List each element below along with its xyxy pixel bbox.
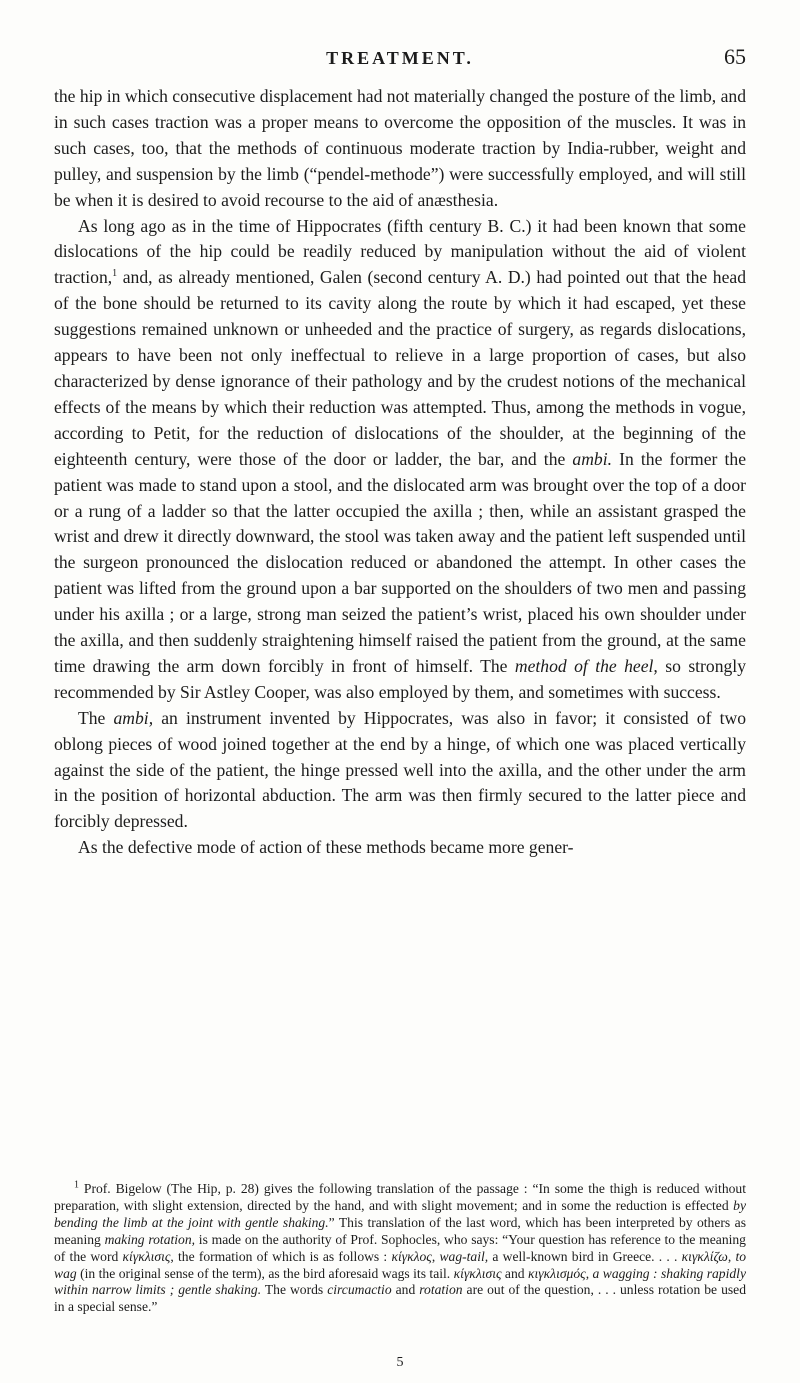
footnote-text: ” This translation of the last word, which has been interpreted by others as meaning	[54, 1214, 746, 1247]
footnote-text: (in the original sense of the term), as the bird aforesaid wags its tail.	[76, 1265, 454, 1281]
footnote-text: are out of the question, . . . unless rotation be used in a special sense.”	[54, 1282, 746, 1315]
signature-mark: 5	[396, 1355, 404, 1370]
footnote-greek: κίγκλισις	[122, 1248, 171, 1264]
footnote-text: ,	[431, 1248, 440, 1264]
footnote-italic: wag-tail,	[439, 1248, 489, 1264]
paragraph-1	[54, 84, 746, 214]
footnote-text: is made on the authority of Prof. Sophocles, who says: “Your question has reference to the meaning of the word	[54, 1231, 746, 1264]
paragraph-3-text-a: The	[78, 707, 114, 728]
paragraph-2	[54, 214, 746, 706]
footnote-marker: 1	[74, 1179, 79, 1191]
footnote-text: ,	[727, 1248, 736, 1264]
footnote-italic: making rotation,	[104, 1231, 196, 1247]
footnote-text: The words	[261, 1282, 328, 1298]
paragraph-4-text: As the defective mode of action of these methods became more gener-	[78, 837, 574, 858]
page-number: 65	[724, 44, 746, 69]
running-title: TREATMENT.	[326, 48, 474, 68]
method-of-heel-term: method of the heel,	[514, 655, 658, 676]
footnotes	[54, 1181, 746, 1316]
paragraph-4	[54, 835, 746, 861]
ambi-term-2: ambi,	[113, 707, 154, 728]
footnote-text: , the formation of which is as follows :	[170, 1248, 392, 1264]
running-head	[54, 44, 746, 72]
paragraph-1-text: the hip in which consecutive displacement had not materially changed the posture of the limb, and in such cases traction was a proper means to overcome the opposition of the muscles. It was in such cases, too, that the methods of continuous moderate traction by India-rubber, weight and pulley, and suspension by the limb (“pendel-methode”) were successfully employed, and will still be when it is desired to avoid recourse to the aid of anæsthesia.	[54, 86, 746, 210]
footnote-italic: to wag	[54, 1248, 747, 1281]
footnote-reference: 1	[112, 268, 118, 280]
footnote-text: Prof. Bigelow (The Hip, p. 28) gives the following translation of the passage : “In some the thigh is reduced without preparation, with slight extension, directed by the hand, and with slight movement; and in some the reduction is effected	[54, 1181, 746, 1213]
footnote-text: ,	[585, 1265, 593, 1281]
footnote-italic: circumactio	[327, 1282, 392, 1298]
footnote-1	[54, 1181, 746, 1316]
paragraph-2-text-b: and, as already mentioned, Galen (second century A. D.) had pointed out that the head of the bone should be returned to its cavity along the route by which it had escaped, yet these suggestions remained unknown or unheeded and the practice of surgery, as regards dislocations, appears to have been not only ineffectual to relieve in a large proportion of cases, but also characterized by dense ignorance of their pathology and by the crudest notions of the mechanical effects of the means by which their reduction was attempted. Thus, among the methods in vogue, according to Petit, for the reduction of dislocations of the shoulder, at the beginning of the eighteenth century, were those of the door or ladder, the bar, and the	[54, 267, 746, 469]
footnote-text: a well-known bird in Greece. . . .	[488, 1248, 682, 1264]
paragraph-2-text-c: In the former the patient was made to stand upon a stool, and the dislocated arm was brought over the top of a door or a rung of a ladder so that the latter occupied the axilla ; then, while an assistant grasped the wrist and drew it directly downward, the stool was taken away and the patient left suspended until the surgeon pronounced the dislocation reduced or abandoned the attempt. In other cases the patient was lifted from the ground upon a bar supported on the shoulders of two men and passing under his axilla ; or a large, strong man seized the patient’s wrist, placed his own shoulder under the axilla, and then suddenly straightening himself raised the patient from the ground, at the same time drawing the arm down forcibly in front of himself. The	[54, 448, 747, 676]
footnote-greek: κιγκλισμός	[528, 1265, 586, 1281]
footnote-italic: by bending the limb at the joint with gentle shaking.	[54, 1197, 746, 1230]
footnote-italic: a wagging : shaking rapidly within narrow limits ; gentle shaking.	[54, 1265, 746, 1298]
footnote-italic: rotation	[419, 1282, 463, 1298]
paragraph-2-text-a: As long ago as in the time of Hippocrates (fifth century B. C.) it had been known that some dislocations of the hip could be readily reduced by manipulation without the aid of violent traction,	[54, 215, 746, 288]
footnote-text: and	[501, 1265, 528, 1281]
footnote-greek: κιγκλίζω	[681, 1248, 728, 1264]
footnote-greek: κίγκλισις	[453, 1265, 502, 1281]
footnote-text: and	[391, 1282, 420, 1298]
paragraph-3	[54, 706, 746, 836]
paragraph-2-text-d: so strongly recommended by Sir Astley Cooper, was also employed by them, and sometimes with success.	[54, 655, 746, 702]
body-text	[54, 84, 746, 861]
paragraph-3-text-b: an instrument invented by Hippocrates, was also in favor; it consisted of two oblong pieces of wood joined together at the end by a hinge, of which one was placed vertically against the side of the patient, the hinge pressed well into the axilla, and the other under the arm in the position of horizontal abduction. The arm was then firmly secured to the latter piece and forcibly depressed.	[54, 707, 746, 832]
ambi-term: ambi.	[572, 448, 613, 469]
footnote-greek: κίγκλος	[391, 1248, 432, 1264]
